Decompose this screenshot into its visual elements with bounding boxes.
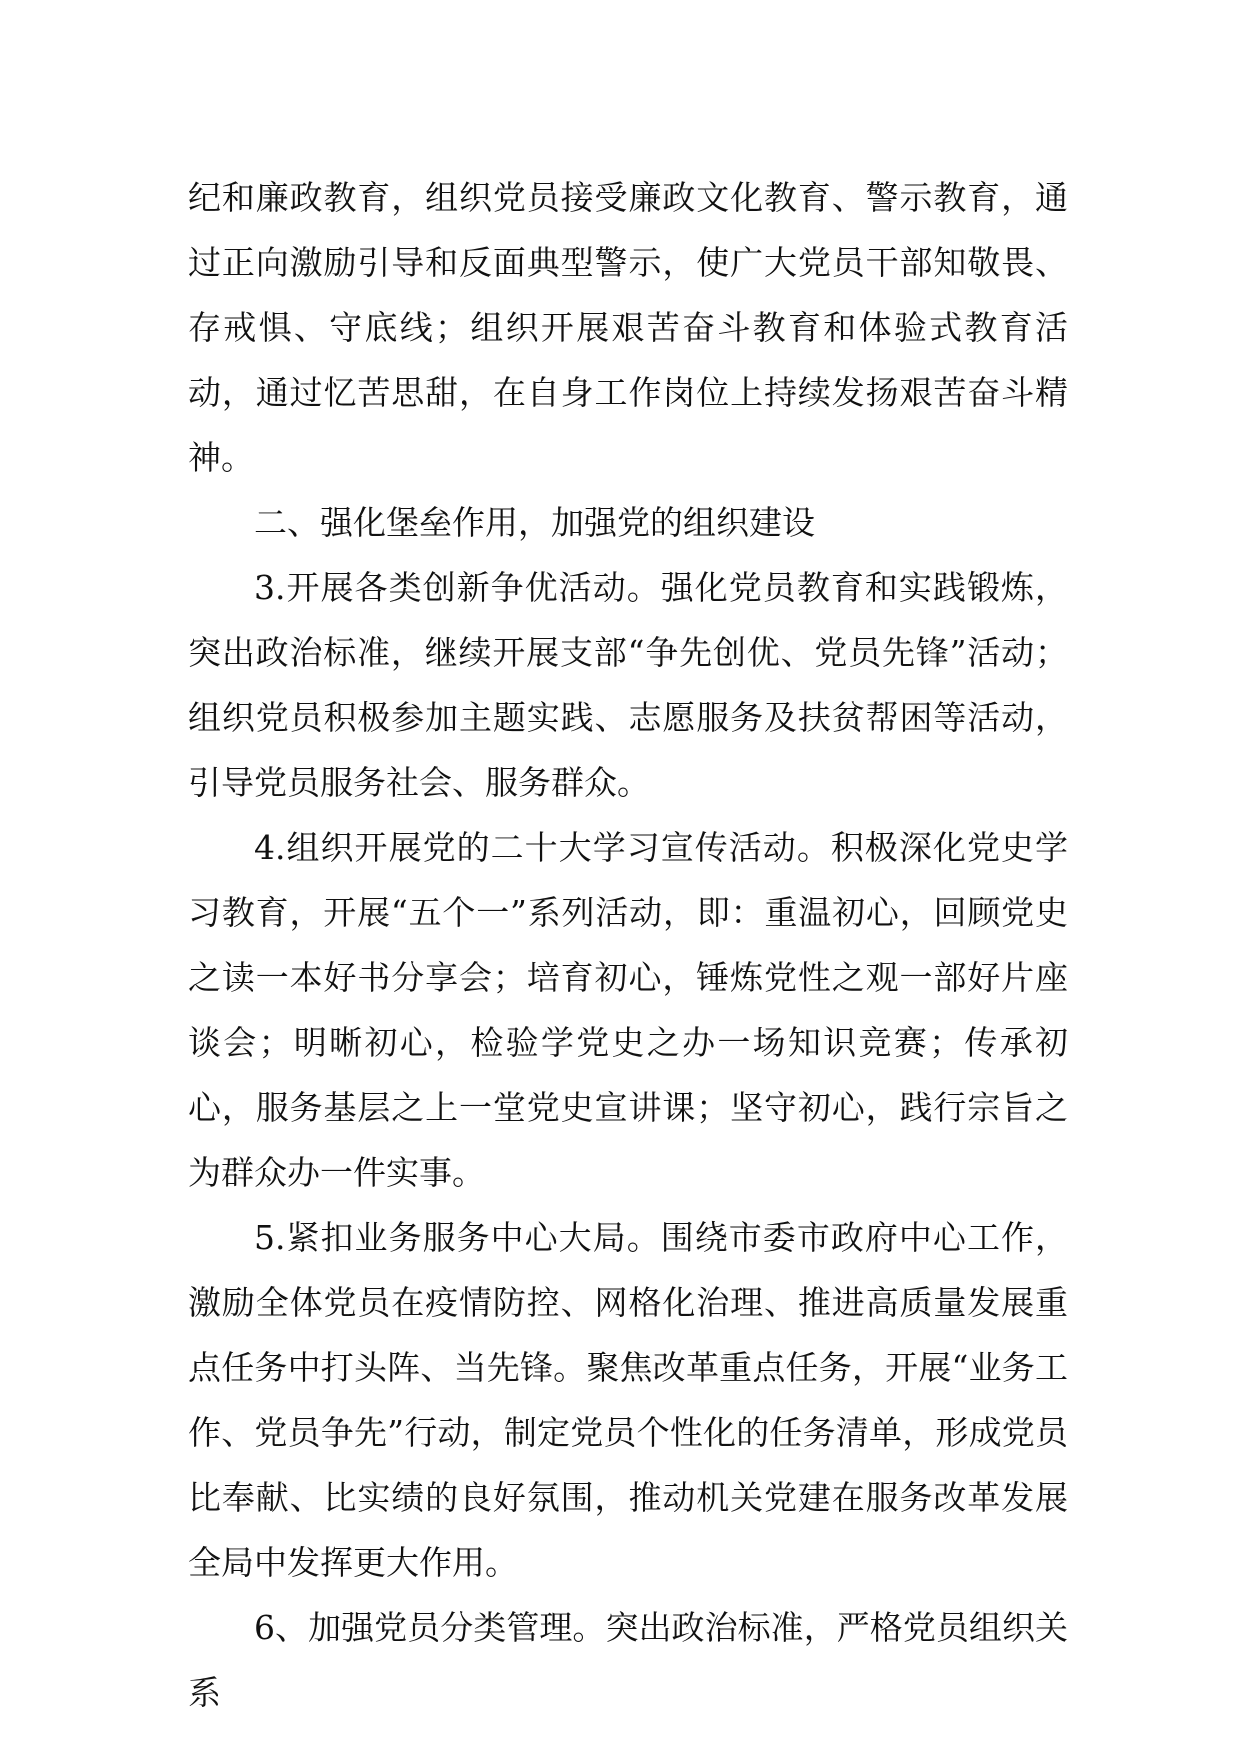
document-body [188,165,1068,1725]
paragraph-discipline-education: 纪和廉政教育，组织党员接受廉政文化教育、警示教育，通过正向激励引导和反面典型警示，使广大党员干部知敬畏、存戒惧、守底线；组织开展艰苦奋斗教育和体验式教育活动，通过忆苦思甜，在自身工作岗位上持续发扬艰苦奋斗精神。 [188,178,1068,477]
paragraph-item-5: 5.紧扣业务服务中心大局。围绕市委市政府中心工作，激励全体党员在疫情防控、网格化治理、推进高质量发展重点任务中打头阵、当先锋。聚焦改革重点任务，开展“业务工作、党员争先”行动，制定党员个性化的任务清单，形成党员比奉献、比实绩的良好氛围，推动机关党建在服务改革发展全局中发挥更大作用。 [188,1218,1068,1582]
paragraph-item-4: 4.组织开展党的二十大学习宣传活动。积极深化党史学习教育，开展“五个一”系列活动，即：重温初心，回顾党史之读一本好书分享会；培育初心，锤炼党性之观一部好片座谈会；明晰初心，检验学党史之办一场知识竞赛；传承初心，服务基层之上一堂党史宣讲课；坚守初心，践行宗旨之为群众办一件实事。 [188,828,1068,1192]
paragraph-item-6: 6、加强党员分类管理。突出政治标准，严格党员组织关系 [188,1608,1068,1712]
paragraph-item-3: 3.开展各类创新争优活动。强化党员教育和实践锻炼，突出政治标准，继续开展支部“争先创优、党员先锋”活动；组织党员积极参加主题实践、志愿服务及扶贫帮困等活动，引导党员服务社会、服务群众。 [188,568,1068,802]
section-heading-two: 二、强化堡垒作用，加强党的组织建设 [254,503,815,542]
